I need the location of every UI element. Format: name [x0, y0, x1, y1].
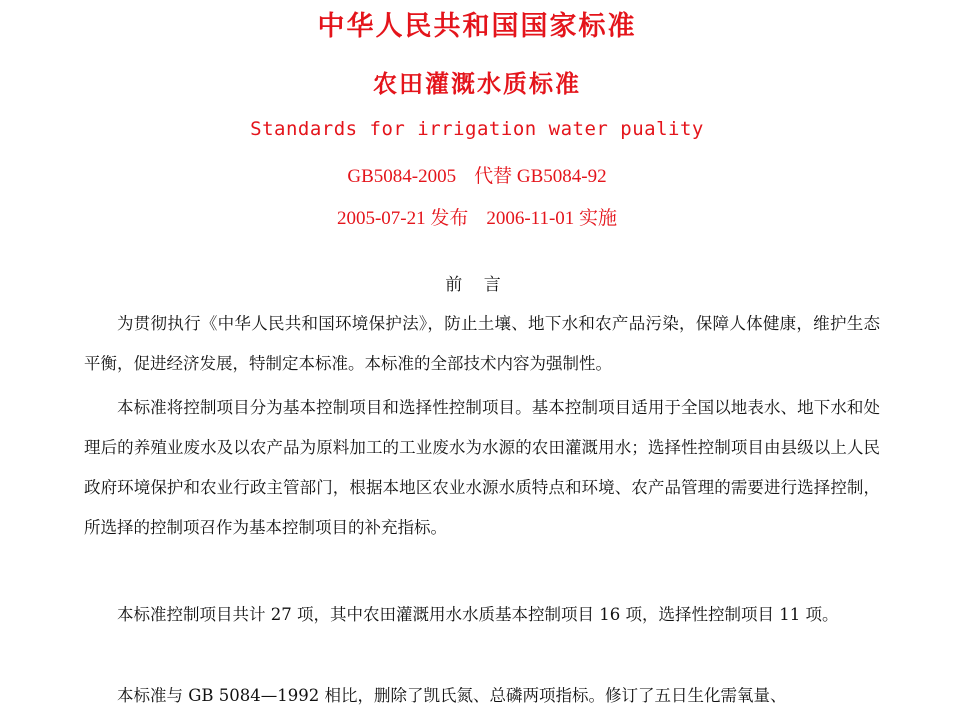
release-date: 2005-07-21 发布 — [336, 208, 469, 229]
standard-number: GB5084-2005 — [347, 166, 457, 187]
standard-number-line — [0, 161, 954, 188]
title-line-2: 农田灌溉水质标准 — [373, 70, 581, 98]
implement-date: 2006-11-01 实施 — [486, 208, 618, 229]
foreword-paragraph-4: 本标准与 GB 5084—1992 相比，删除了凯氏氮、总磷两项指标。修订了五日生化需氧量、 — [117, 686, 787, 705]
foreword-paragraph-3: 本标准控制项目共计 27 项，其中农田灌溉用水水质基本控制项目 16 项，选择性控制项目 11 项。 — [117, 605, 839, 624]
english-title: Standards for irrigation water puality — [250, 118, 704, 140]
replaces-note: 代替 GB5084-92 — [474, 166, 607, 187]
foreword-heading: 前 言 — [445, 275, 509, 295]
foreword-paragraph-2: 本标准将控制项目分为基本控制项目和选择性控制项目。基本控制项目适用于全国以地表水、地下水和处理后的养殖业废水及以农产品为原料加工的工业废水为水源的农田灌溉用水；选择性控制项目由县级以上人民政府环境保护和农业行政主管部门，根据本地区农业水源水质特点和环境、农产品管理的需要进行选择控制，所选择的控制项召作为基本控制项目的补充指标。 — [84, 398, 880, 537]
dates-line — [0, 203, 954, 230]
foreword-paragraph-1: 为贯彻执行《中华人民共和国环境保护法》，防止土壤、地下水和农产品污染，保障人体健康，维护生态平衡，促进经济发展，特制定本标准。本标准的全部技术内容为强制性。 — [84, 314, 880, 373]
title-line-1: 中华人民共和国国家标准 — [317, 11, 637, 42]
